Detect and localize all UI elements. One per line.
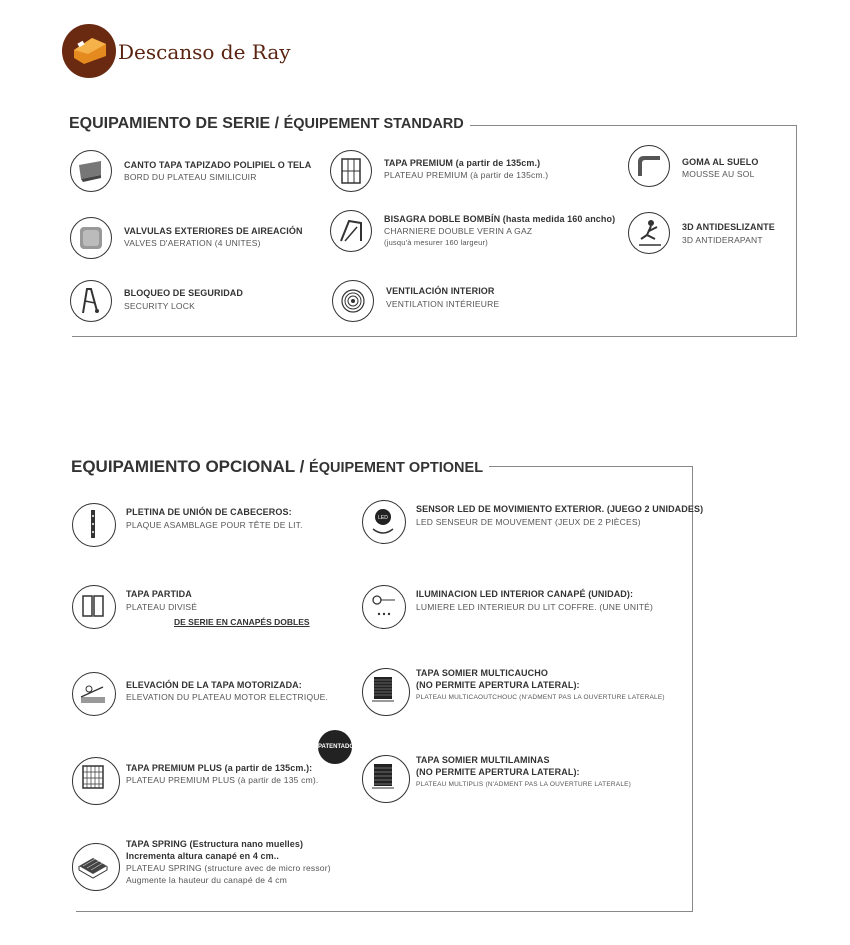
svg-text:LED: LED xyxy=(378,515,388,521)
brand-name: Descanso de Ray xyxy=(118,40,291,64)
led-sensor-icon xyxy=(362,500,406,544)
led-interior-icon xyxy=(362,585,406,629)
serie-title: EQUIPAMIENTO DE SERIE / ÉQUIPEMENT STANDARD xyxy=(69,115,470,133)
opcional-title: EQUIPAMIENTO OPCIONAL / ÉQUIPEMENT OPTIONEL xyxy=(71,457,489,477)
multicaucho-top-icon xyxy=(362,668,410,716)
bed-logo-icon xyxy=(62,24,116,78)
serie-dobles-note: DE SERIE EN CANAPÉS DOBLES xyxy=(174,617,310,627)
ventilation-valve-icon xyxy=(70,217,112,259)
split-top-icon xyxy=(72,585,116,629)
motorized-lift-icon xyxy=(72,672,116,716)
patentado-badge: PATENTADO xyxy=(318,730,352,764)
anti-slip-icon xyxy=(628,212,670,254)
spring-top-icon xyxy=(72,843,120,891)
headboard-plate-icon xyxy=(72,503,116,547)
interior-ventilation-icon xyxy=(332,280,374,322)
premium-plus-icon xyxy=(72,757,120,805)
security-lock-icon xyxy=(70,280,112,322)
brand-logo xyxy=(62,22,302,82)
gas-hinge-icon xyxy=(330,210,372,252)
upholstered-edge-icon xyxy=(70,150,112,192)
multilaminas-top-icon xyxy=(362,755,410,803)
premium-top-icon xyxy=(330,150,372,192)
floor-rubber-icon xyxy=(628,145,670,187)
